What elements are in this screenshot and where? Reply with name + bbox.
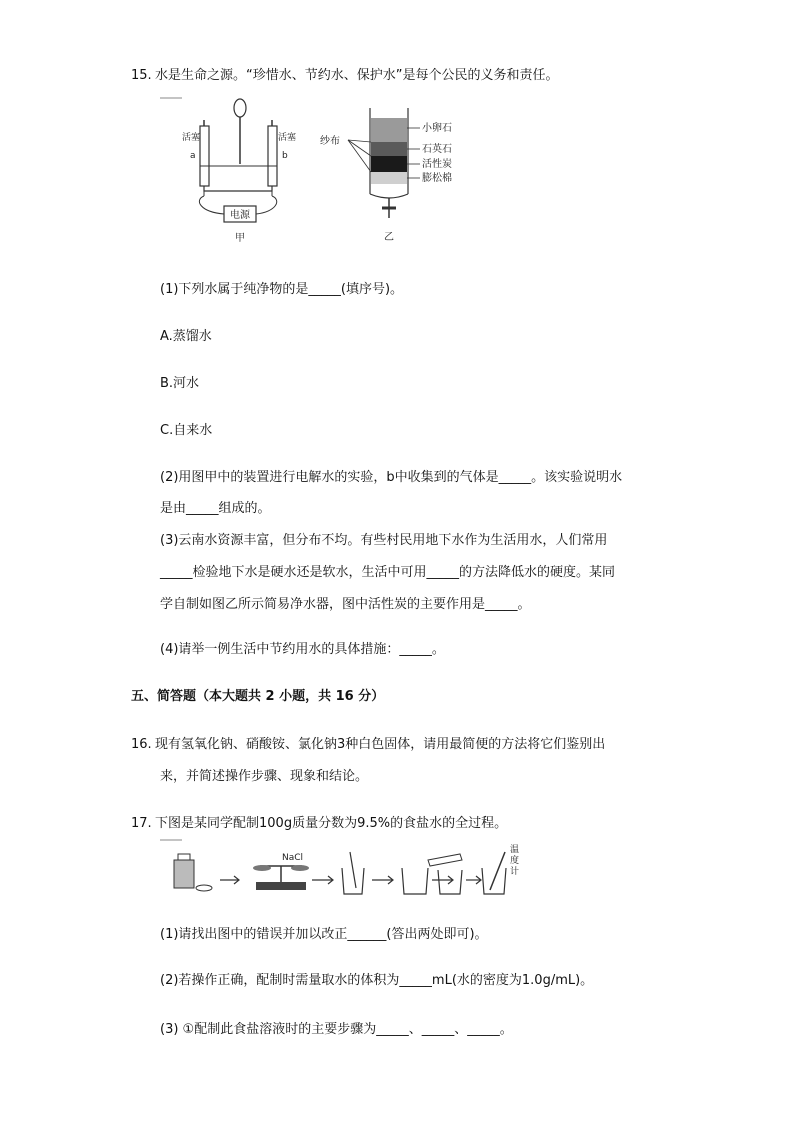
label-right-valve: 活塞 [278,133,297,143]
label-a: a [190,151,196,161]
label-carbon: 活性炭 [422,159,452,170]
q15-sub2-line1: (2)用图甲中的装置进行电解水的实验，b中收集到的气体是_____。该实验说明水 [160,470,623,485]
layer-quartz [371,142,407,156]
label-pebble: 小卵石 [422,123,452,134]
figure-preparation-process [160,838,535,900]
q15-sub2-line2: 是由_____组成的。 [160,501,271,516]
label-thermometer: 温度计 [510,845,520,877]
q15-sub3-line3: 学自制如图乙所示简易净水器，图中活性炭的主要作用是_____。 [160,597,531,612]
label-cotton: 膨松棉 [422,173,452,184]
label-power: 电源 [230,210,250,221]
q16-line2: 来，并简述操作步骤、现象和结论。 [160,769,369,784]
q15-sub1: (1)下列水属于纯净物的是_____(填序号)。 [160,282,404,297]
reagent-bottle-icon [174,860,194,888]
figure-water-purifier [320,106,490,246]
q15-sub3-line2: _____检验地下水是硬水还是软水，生活中可用_____的方法降低水的硬度。某同 [160,565,616,580]
q15-option-c: C.自来水 [160,423,213,438]
q15-option-b: B.河水 [160,376,200,391]
caption-yi: 乙 [384,232,394,243]
label-left-valve: 活塞 [182,133,201,143]
q17-sub1: (1)请找出图中的错误并加以改正______(答出两处即可)。 [160,927,488,942]
q15-sub4: (4)请举一例生活中节约用水的具体措施：_____。 [160,642,445,657]
q16-number: 16. [131,737,152,752]
label-quartz: 石英石 [422,144,452,155]
q15-stem-text: 水是生命之源。“珍惜水、节约水、保护水”是每个公民的义务和责任。 [155,68,559,83]
q17-stem [131,816,507,832]
beaker-icon-2 [402,868,428,894]
q15-stem [131,68,558,84]
q16-line1 [131,737,605,753]
q17-sub3: (3) ①配制此食盐溶液时的主要步骤为_____、_____、_____。 [160,1022,513,1037]
layer-cotton [371,172,407,184]
q17-sub2: (2)若操作正确，配制时需量取水的体积为_____mL(水的密度为1.0g/mL)。 [160,973,594,988]
q15-number: 15. [131,68,152,83]
thermometer-icon [490,852,505,890]
figure-electrolysis [160,96,335,246]
q15-option-a: A.蒸馏水 [160,329,212,344]
label-b: b [282,151,288,161]
q17-number: 17. [131,816,152,831]
caption-jia: 甲 [235,233,245,244]
label-nacl: NaCl [282,853,304,863]
q15-sub3-line1: (3)云南水资源丰富，但分布不均。有些村民用地下水作为生活用水，人们常用 [160,533,608,548]
layer-pebble [371,118,407,142]
balance-icon [253,865,309,890]
q17-stem-text: 下图是某同学配制100g质量分数为9.5%的食盐水的全过程。 [155,816,508,831]
section-title: 五、简答题（本大题共 2 小题，共 16 分） [131,689,385,704]
q16-text-line1: 现有氢氧化钠、硝酸铵、氯化钠3种白色固体，请用最简便的方法将它们鉴别出 [155,737,606,752]
label-gauze: 纱布 [320,136,340,147]
layer-carbon [371,156,407,172]
